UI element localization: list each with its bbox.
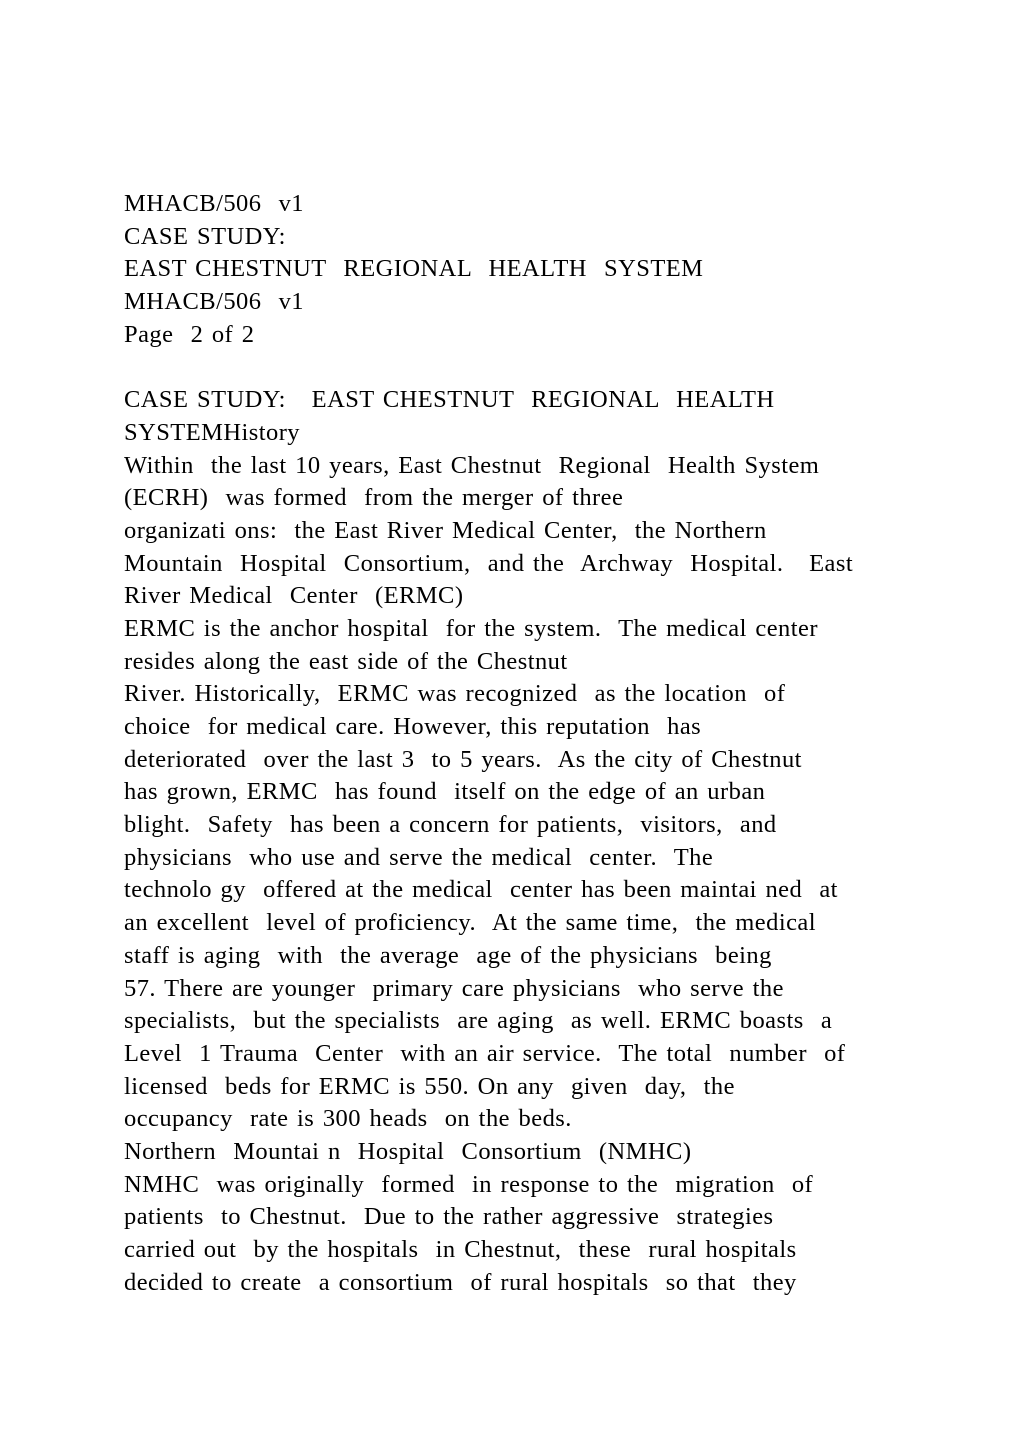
body-line: choice for medical care. However, this reputation has [124, 713, 702, 740]
body-line: patients to Chestnut. Due to the rather aggressive strategies [124, 1203, 774, 1231]
body-line: 57. There are younger primary care physicians who serve the [124, 974, 784, 1002]
course-code: MHACB/506 v1 [124, 190, 305, 217]
document-page [124, 188, 914, 1299]
body-line: physicians who use and serve the medical center. The [124, 843, 714, 871]
body-line: decided to create a consortium of rural hospitals so that they [124, 1268, 797, 1296]
body-line: licensed beds for ERMC is 550. On any given day, the [124, 1072, 735, 1100]
body-line: staff is aging with the average age of the physicians being [124, 941, 772, 969]
body-line: deteriorated over the last 3 to 5 years. As the city of Chestnut [124, 745, 802, 773]
body-line: NMHC was originally formed in response to the migration of [124, 1170, 814, 1198]
body-line: CASE STUDY: EAST CHESTNUT REGIONAL HEALTH [124, 386, 775, 414]
case-study-title: EAST CHESTNUT REGIONAL HEALTH SYSTEM [124, 255, 704, 283]
course-code-repeat: MHACB/506 v1 [124, 288, 305, 316]
body-line: (ECRH) was formed from the merger of three [124, 484, 624, 512]
body-line: Mountain Hospital Consortium, and the Archway Hospital. East [124, 549, 854, 577]
body-line: Northern Mountai n Hospital Consortium (NMHC) [124, 1137, 692, 1165]
body-line: SYSTEMHistory [124, 418, 301, 446]
body-line: ERMC is the anchor hospital for the system. The medical center [124, 614, 818, 642]
spacer [124, 351, 914, 384]
page-number: Page 2 of 2 [124, 320, 255, 348]
body-line: Within the last 10 years, East Chestnut Regional Health System [124, 451, 820, 479]
body-line: occupancy rate is 300 heads on the beds. [124, 1105, 572, 1133]
body-line: has grown, ERMC has found itself on the edge of an urban [124, 778, 766, 806]
body-line: blight. Safety has been a concern for patients, visitors, and [124, 811, 777, 839]
body-line: Level 1 Trauma Center with an air service. The total number of [124, 1039, 846, 1067]
body-text [124, 384, 914, 1299]
body-line: organizati ons: the East River Medical Center, the Northern [124, 516, 767, 544]
body-line: River Medical Center (ERMC) [124, 582, 464, 610]
body-line: specialists, but the specialists are aging as well. ERMC boasts a [124, 1007, 833, 1035]
body-line: carried out by the hospitals in Chestnut, these rural hospitals [124, 1236, 797, 1263]
body-line: resides along the east side of the Chestnut [124, 647, 568, 675]
body-line: technolo gy offered at the medical center has been maintai ned at [124, 876, 838, 904]
case-study-label: CASE STUDY: [124, 222, 286, 250]
body-line: River. Historically, ERMC was recognized as the location of [124, 680, 786, 708]
body-line: an excellent level of proficiency. At the same time, the medical [124, 909, 816, 937]
